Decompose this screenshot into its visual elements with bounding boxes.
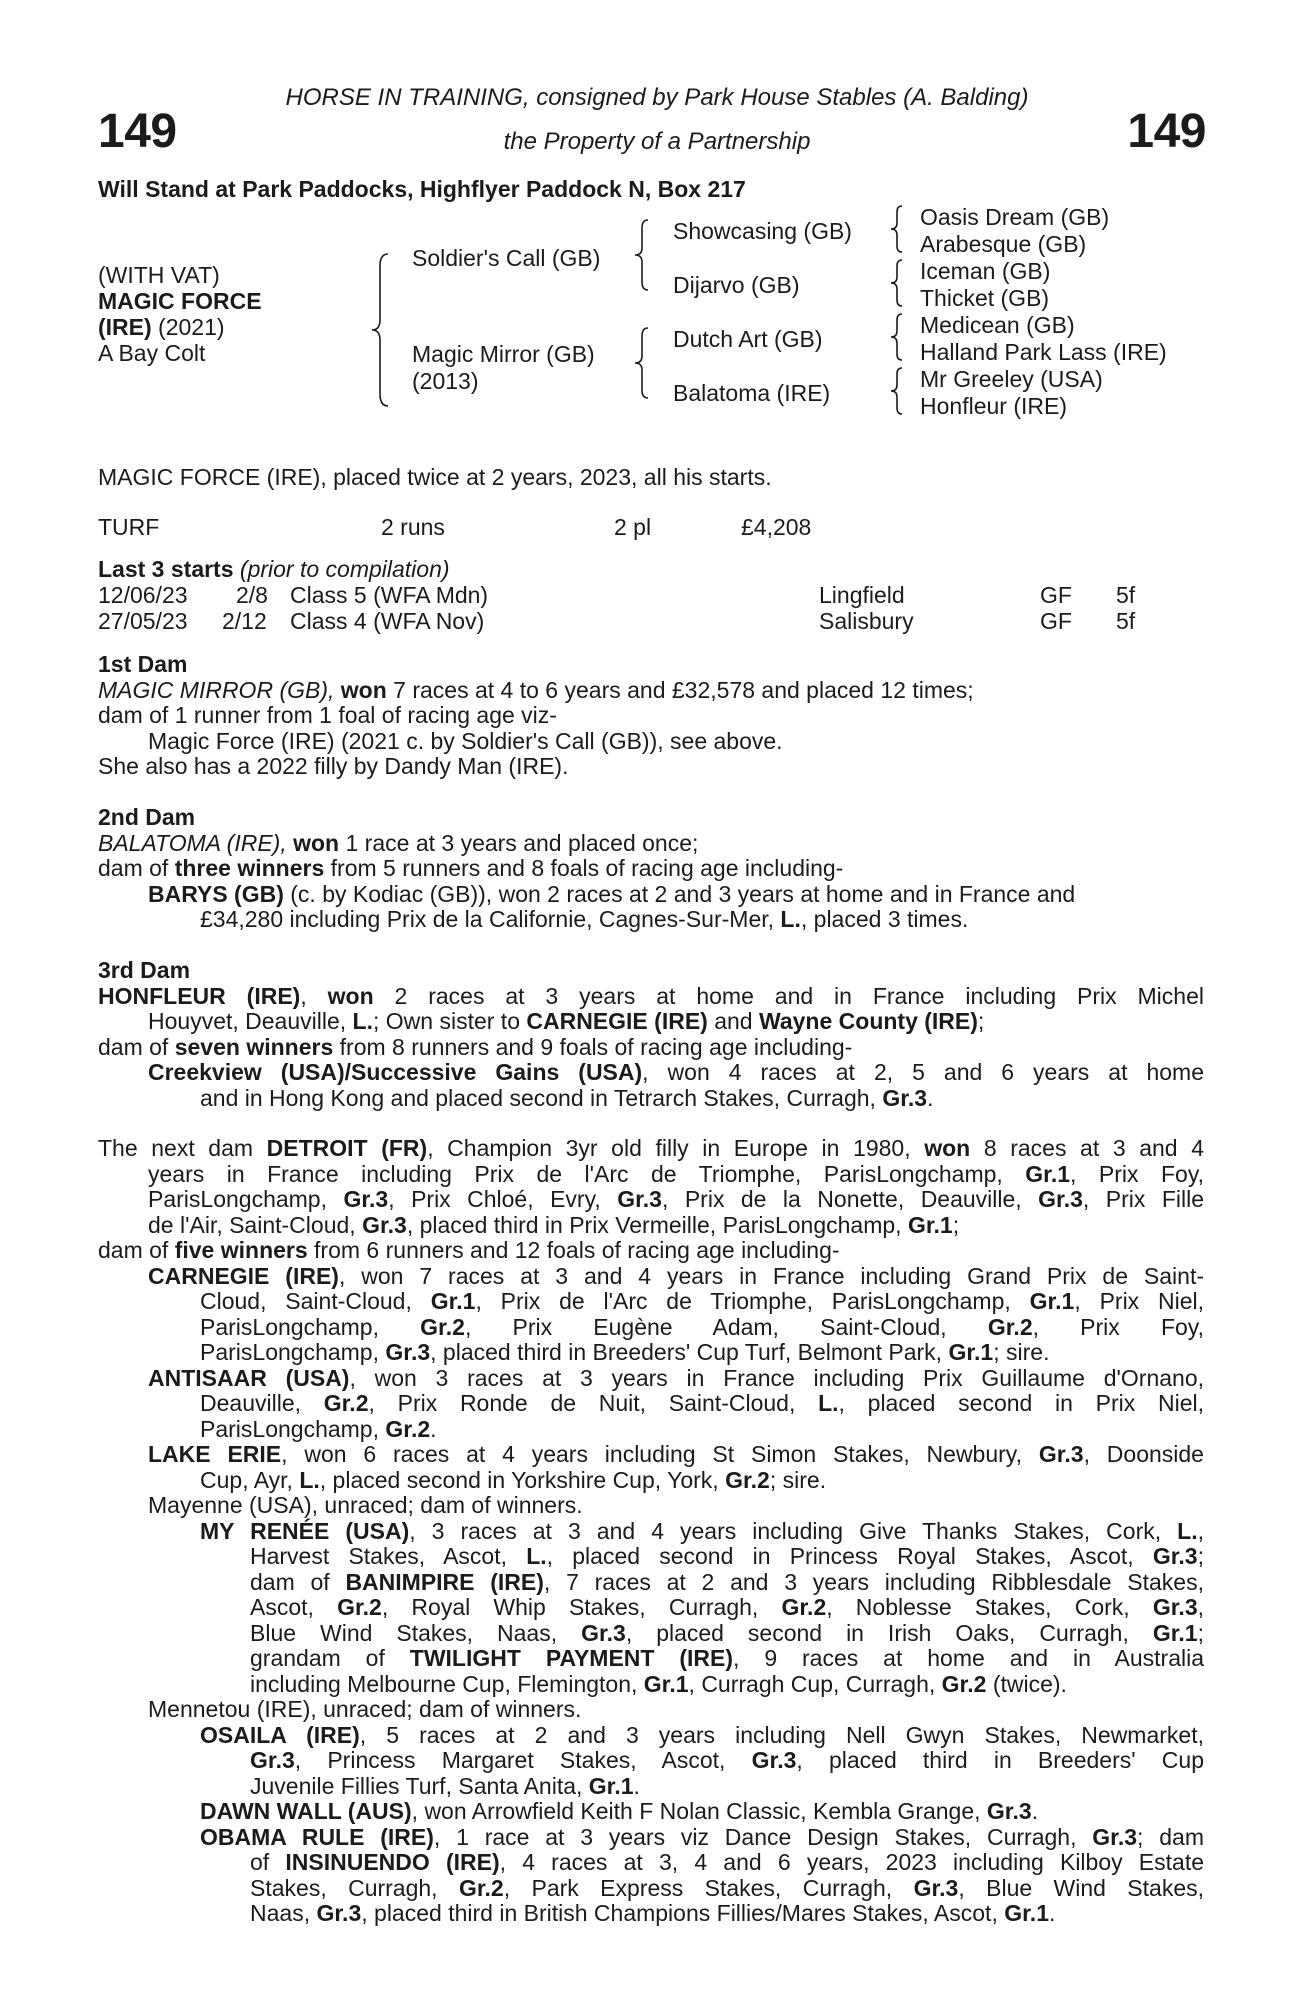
start-race: Class 4 (WFA Nov) [290,608,485,634]
pedigree-brace-dam [633,326,651,400]
start-race: Class 5 (WFA Mdn) [290,582,489,608]
pedigree-gen3-1: Oasis Dream (GB) [920,204,1110,230]
produce-entry: CARNEGIE (IRE), won 7 races at 3 and 4 years in France including Grand Prix de Saint- [148,1262,1204,1289]
next-dam-record-cont: years in France including Prix de l'Arc de Triomphe, ParisLongchamp, Gr.1, Prix Foy, [148,1160,1204,1187]
produce-entry-cont: Cup, Ayr, L., placed second in Yorkshire Cup, York, Gr.2; sire. [200,1466,827,1493]
first-dam-section [98,652,1204,780]
start-distance: 5f [1116,582,1136,608]
produce-entry: OBAMA RULE (IRE), 1 race at 3 years viz Dance Design Stakes, Curragh, Gr.3; dam [200,1823,1204,1850]
start-distance: 5f [1116,608,1136,634]
produce-entry: Magic Force (IRE) (2021 c. by Soldier's Call (GB)), see above. [148,727,783,754]
produce-entry: Mennetou (IRE), unraced; dam of winners. [148,1696,582,1722]
pedigree-gen3-2: Arabesque (GB) [920,231,1087,257]
start-position: 2/8 [236,582,268,608]
section-heading: 3rd Dam [98,957,191,983]
dam-produce-intro: dam of three winners from 5 runners and 8 foals of racing age including- [98,855,844,881]
pedigree-gen3-5: Medicean (GB) [920,312,1075,338]
dam-produce-intro: dam of seven winners from 8 runners and 9 foals of racing age including- [98,1033,853,1060]
property-line: the Property of a Partnership [503,128,811,155]
pedigree-gen3-6: Halland Park Lass (IRE) [920,339,1167,365]
record-placed: 2 pl [614,514,652,540]
produce-entry: BARYS (GB) (c. by Kodiac (GB)), won 2 races at 2 and 3 years at home and in France and [148,880,1076,907]
dam-produce-intro: dam of 1 runner from 1 foal of racing age viz- [98,702,557,728]
pedigree-dam-year: (2013) [412,368,479,394]
dam-note: She also has a 2022 filly by Dandy Man (IRE). [98,753,569,779]
section-heading: 1st Dam [98,651,188,677]
produce-entry: OSAILA (IRE), 5 races at 2 and 3 years including Nell Gwyn Stakes, Newmarket, [200,1721,1204,1748]
produce-entry-cont: of INSINUENDO (IRE), 4 races at 3, 4 and 6 years, 2023 including Kilboy Estate [250,1849,1205,1875]
produce-entry-cont: ParisLongchamp, Gr.2. [200,1415,437,1442]
produce-entry: DAWN WALL (AUS), won Arrowfield Keith F Nolan Classic, Kembla Grange, Gr.3. [200,1798,1039,1824]
dam-record: HONFLEUR (IRE), won 2 races at 3 years at home and in France including Prix Michel [98,982,1204,1009]
race-summary: MAGIC FORCE (IRE), placed twice at 2 years, 2023, all his starts. [98,464,772,490]
produce-entry-cont: Harvest Stakes, Ascot, L., placed second in Princess Royal Stakes, Ascot, Gr.3; [250,1543,1204,1569]
consignment-line: HORSE IN TRAINING, consigned by Park House Stables (A. Balding) [285,84,1029,111]
dam-record: MAGIC MIRROR (GB), won 7 races at 4 to 6 years and £32,578 and placed 12 times; [98,676,974,703]
pedigree-brace-g1 [889,204,905,254]
produce-entry: ANTISAAR (USA), won 3 races at 3 years in France including Prix Guillaume d'Ornano, [148,1364,1204,1391]
produce-entry-cont: dam of BANIMPIRE (IRE), 7 races at 2 and 3 years including Ribblesdale Stakes, [250,1568,1204,1595]
pedigree-brace-main [370,252,392,408]
produce-entry-cont: ParisLongchamp, Gr.3, placed third in Breeders' Cup Turf, Belmont Park, Gr.1; sire. [200,1339,1050,1365]
produce-entry-cont: Ascot, Gr.2, Royal Whip Stakes, Curragh, Gr.2, Noblesse Stakes, Cork, Gr.3, [250,1594,1205,1620]
pedigree-brace-g2 [889,258,905,308]
record-surface: TURF [98,514,160,540]
stabling-location: Will Stand at Park Paddocks, Highflyer Paddock N, Box 217 [98,176,746,202]
start-going: GF [1040,608,1072,634]
record-runs: 2 runs [381,514,445,540]
produce-entry-cont: including Melbourne Cup, Flemington, Gr.1, Curragh Cup, Curragh, Gr.2 (twice). [250,1670,1067,1697]
lot-number-right: 149 [1127,105,1206,158]
pedigree-gen3-7: Mr Greeley (USA) [920,366,1103,392]
produce-entry-cont: Blue Wind Stakes, Naas, Gr.3, placed second in Irish Oaks, Curragh, Gr.1; [250,1619,1204,1646]
pedigree-dam-dam: Balatoma (IRE) [673,380,831,406]
produce-entry: Creekview (USA)/Successive Gains (USA), won 4 races at 2, 5 and 6 years at home [148,1059,1205,1085]
pedigree-gen3-3: Iceman (GB) [920,258,1051,284]
produce-entry-cont: Stakes, Curragh, Gr.2, Park Express Stakes, Curragh, Gr.3, Blue Wind Stakes, [250,1874,1205,1901]
dam-produce-intro: dam of five winners from 6 runners and 12 foals of racing age including- [98,1237,840,1263]
lot-number-left: 149 [98,105,177,158]
next-dam-record: The next dam DETROIT (FR), Champion 3yr old filly in Europe in 1980, won 8 races at 3 and 4 [98,1135,1204,1161]
pedigree-dam-sire: Dutch Art (GB) [673,326,823,352]
record-earnings: £4,208 [741,514,812,540]
pedigree-dam: Magic Mirror (GB) [412,341,595,367]
pedigree-gen3-8: Honfleur (IRE) [920,393,1067,419]
pedigree-sire-sire: Showcasing (GB) [673,218,852,244]
produce-entry-cont: and in Hong Kong and placed second in Tetrarch Stakes, Curragh, Gr.3. [200,1084,934,1111]
start-position: 2/12 [222,608,267,634]
horse-origin-year: (IRE) (2021) [98,314,225,340]
start-date: 12/06/23 [98,582,188,608]
produce-entry-cont: Juvenile Fillies Turf, Santa Anita, Gr.1. [250,1772,640,1799]
second-dam-section [98,805,1204,933]
pedigree-brace-g3 [889,312,905,362]
produce-entry-cont: ParisLongchamp, Gr.2, Prix Eugène Adam, Saint-Cloud, Gr.2, Prix Foy, [200,1313,1204,1340]
produce-entry-cont: £34,280 including Prix de la Californie, Cagnes-Sur-Mer, L., placed 3 times. [200,906,969,932]
next-dam-record-cont: ParisLongchamp, Gr.3, Prix Chloé, Evry, Gr.3, Prix de la Nonette, Deauville, Gr.3, Prix Fille [148,1186,1205,1212]
start-date: 27/05/23 [98,608,188,634]
dam-record: BALATOMA (IRE), won 1 race at 3 years and placed once; [98,829,699,856]
produce-entry: LAKE ERIE, won 6 races at 4 years including St Simon Stakes, Newbury, Gr.3, Doonside [148,1441,1204,1467]
pedigree-gen3-4: Thicket (GB) [920,285,1050,311]
pedigree-brace-sire [633,218,651,292]
section-heading: 2nd Dam [98,804,196,830]
pedigree-sire: Soldier's Call (GB) [412,245,601,271]
produce-entry: Mayenne (USA), unraced; dam of winners. [148,1492,583,1518]
produce-entry-cont: Naas, Gr.3, placed third in British Champions Fillies/Mares Stakes, Ascot, Gr.1. [250,1900,1056,1926]
pedigree-brace-g4 [889,366,905,416]
dam-record-cont: Houyvet, Deauville, L.; Own sister to CARNEGIE (IRE) and Wayne County (IRE); [148,1008,985,1034]
produce-entry-cont: Deauville, Gr.2, Prix Ronde de Nuit, Saint-Cloud, L., placed second in Prix Niel, [200,1390,1205,1416]
start-course: Salisbury [819,608,914,634]
produce-entry-cont: grandam of TWILIGHT PAYMENT (IRE), 9 races at home and in Australia [250,1645,1204,1671]
produce-entry-cont: Cloud, Saint-Cloud, Gr.1, Prix de l'Arc de Triomphe, ParisLongchamp, Gr.1, Prix Niel, [200,1288,1205,1314]
horse-description: A Bay Colt [98,340,206,366]
third-dam-section [98,958,1204,1111]
pedigree-sire-dam: Dijarvo (GB) [673,272,800,298]
produce-entry-cont: Gr.3, Princess Margaret Stakes, Ascot, Gr.3, placed third in Breeders' Cup [250,1747,1204,1773]
start-course: Lingfield [819,582,905,608]
horse-name: MAGIC FORCE [98,288,262,314]
produce-entry: MY RENÉE (USA), 3 races at 3 and 4 years including Give Thanks Stakes, Cork, L., [200,1517,1204,1544]
next-dam-record-cont: de l'Air, Saint-Cloud, Gr.3, placed third in Prix Vermeille, ParisLongchamp, Gr.1; [148,1211,960,1238]
last-starts-heading: Last 3 starts (prior to compilation) [98,556,450,582]
next-dam-section [98,1136,1204,1927]
start-going: GF [1040,582,1072,608]
vat-note: (WITH VAT) [98,262,220,288]
